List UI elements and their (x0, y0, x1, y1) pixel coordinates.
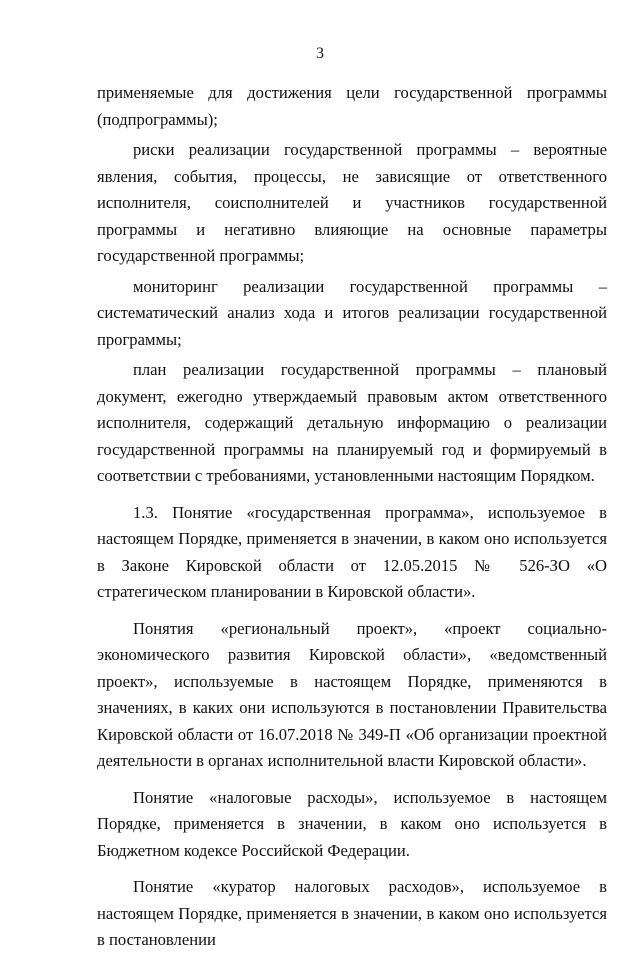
paragraph-regional-project: Понятия «региональный проект», «проект социально-экономического развития Кировской области», «ведомственный проект», используемые в настоящем Порядке, применяются в значениях, в каких они используются в постановлении Правительства Кировской области от 16.07.2018 № 349-П «Об организации проектной деятельности в органах исполнительной власти Кировской области». (97, 618, 607, 770)
paragraph-program-monitoring: мониторинг реализации государственной программы – систематический анализ хода и итогов реализации государственной программы; (97, 276, 607, 349)
paragraph-tax-expenditures: Понятие «налоговые расходы», используемое в настоящем Порядке, применяется в значении, в каком оно используется в Бюджетном кодексе Российской Федерации. (97, 787, 607, 860)
paragraph-tax-expenditure-curator: Понятие «куратор налоговых расходов», используемое в настоящем Порядке, применяется в значении, в каком оно используется в постановлении (97, 877, 607, 949)
page-number: 3 (316, 45, 324, 62)
paragraph-program-risks: риски реализации государственной программы – вероятные явления, события, процессы, не зависящие от ответственного исполнителя, соисполнителей и участников государственной программы и негативно влияющие на основные параметры государственной программы; (97, 140, 607, 265)
paragraph-goal-indicators-continuation: применяемые для достижения цели государственной программы (подпрограммы); (97, 83, 607, 129)
paragraph-implementation-plan: план реализации государственной программы – плановый документ, ежегодно утверждаемый правовым актом ответственного исполнителя, содержащий детальную информацию о реализации государственной программы на планируемый год и формируемый в соответствии с требованиями, установленными настоящим Порядком. (97, 360, 607, 485)
document-body (97, 80, 607, 954)
paragraph-section-1-3: 1.3. Понятие «государственная программа», используемое в настоящем Порядке, применяется в значении, в каком оно используется в Законе Кировской области от 12.05.2015 № 526-ЗО «О стратегическом планировании в Кировской области». (97, 502, 607, 601)
